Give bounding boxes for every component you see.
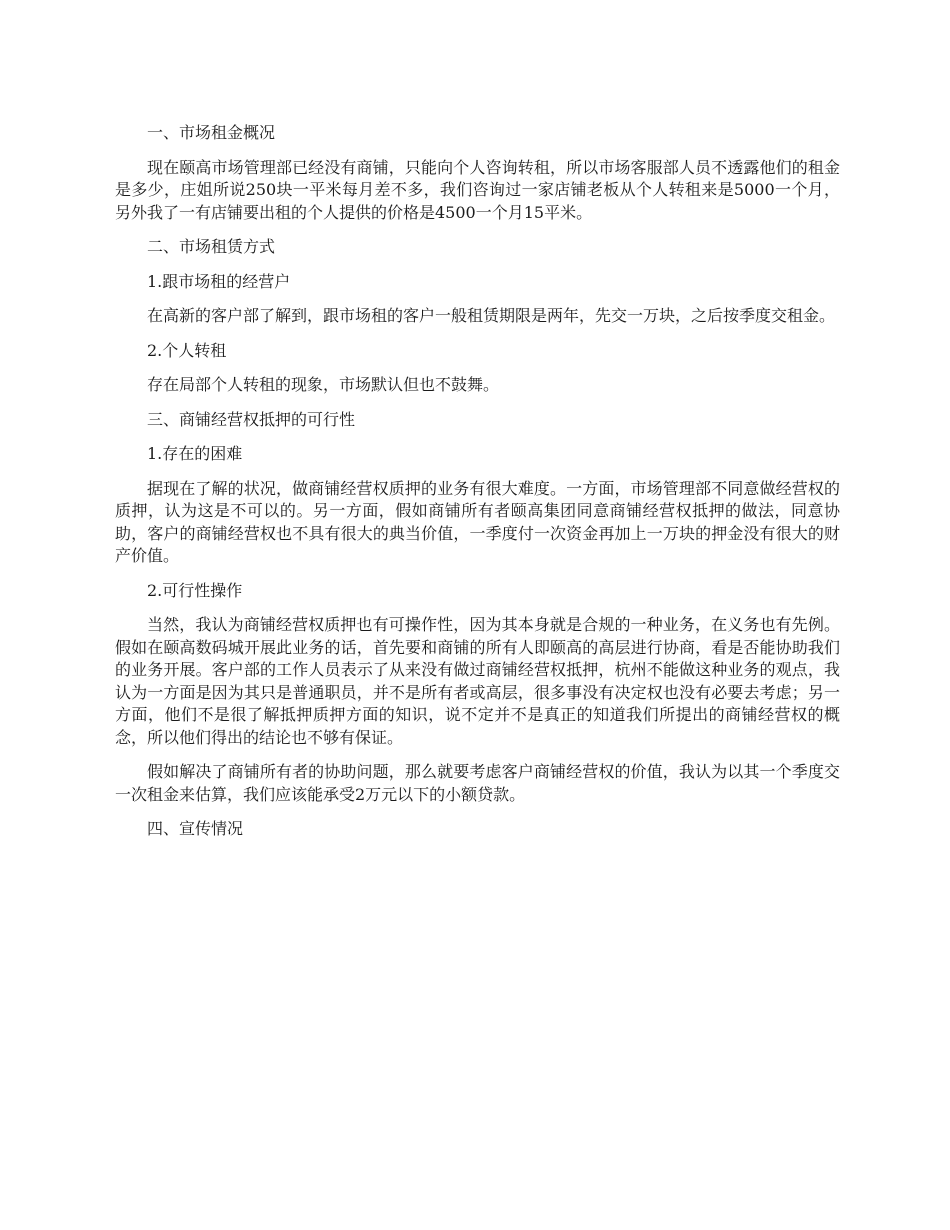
section-heading-feasibility: 三、商铺经营权抵押的可行性 bbox=[147, 409, 356, 429]
section-heading-lease-method: 二、市场租赁方式 bbox=[147, 237, 276, 256]
subheading-personal-sublease: 2.个人转租 bbox=[147, 340, 227, 360]
subheading-feasible-operation: 2.可行性操作 bbox=[147, 580, 243, 600]
document-page bbox=[115, 122, 840, 853]
section-heading-promotion: 四、宣传情况 bbox=[147, 819, 244, 838]
paragraph-difficulties: 据现在了解的状况，做商铺经营权质押的业务有很大难度。一方面，市场管理部不同意做经营权的质押，认为这是不可以的。另一方面，假如商铺所有者颐高集团同意商铺经营权抵押的做法，同意协助，客户的商铺经营权也不具有很大的典当价值，一季度付一次资金再加上一万块的押金没有很大的财产价值。 bbox=[115, 478, 840, 565]
paragraph-rent-overview: 现在颐高市场管理部已经没有商铺，只能向个人咨询转租，所以市场客服部人员不透露他们的租金是多少，庄姐所说250块一平米每月差不多，我们咨询过一家店铺老板从个人转租来是5000一个月，另外我了一有店铺要出租的个人提供的价格是4500一个月15平米。 bbox=[115, 157, 840, 222]
paragraph-feasible-operation: 当然，我认为商铺经营权质押也有可操作性，因为其本身就是合规的一种业务，在义务也有先例。假如在颐高数码城开展此业务的话，首先要和商铺的所有人即颐高的高层进行协商，看是否能协助我们的业务开展。客户部的工作人员表示了从来没有做过商铺经营权抵押，杭州不能做这种业务的观点，我认为一方面是因为其只是普通职员，并不是所有者或高层，很多事没有决定权也没有必要去考虑；另一方面，他们不是很了解抵押质押方面的知识，说不定并不是真正的知道我们所提出的商铺经营权的概念，所以他们得出的结论也不够有保证。 bbox=[115, 615, 840, 747]
paragraph-personal-sublease: 存在局部个人转租的现象，市场默认但也不鼓舞。 bbox=[147, 375, 500, 394]
paragraph-market-lease: 在高新的客户部了解到，跟市场租的客户一般租赁期限是两年，先交一万块，之后按季度交租金。 bbox=[147, 306, 836, 325]
section-heading-rent-overview: 一、市场租金概况 bbox=[147, 123, 276, 142]
subheading-market-lease: 1.跟市场租的经营户 bbox=[147, 271, 291, 291]
subheading-difficulties: 1.存在的困难 bbox=[147, 444, 243, 463]
paragraph-loan-estimate: 假如解决了商铺所有者的协助问题，那么就要考虑客户商铺经营权的价值，我认为以其一个季度交一次租金来估算，我们应该能承受2万元以下的小额贷款。 bbox=[115, 762, 840, 804]
